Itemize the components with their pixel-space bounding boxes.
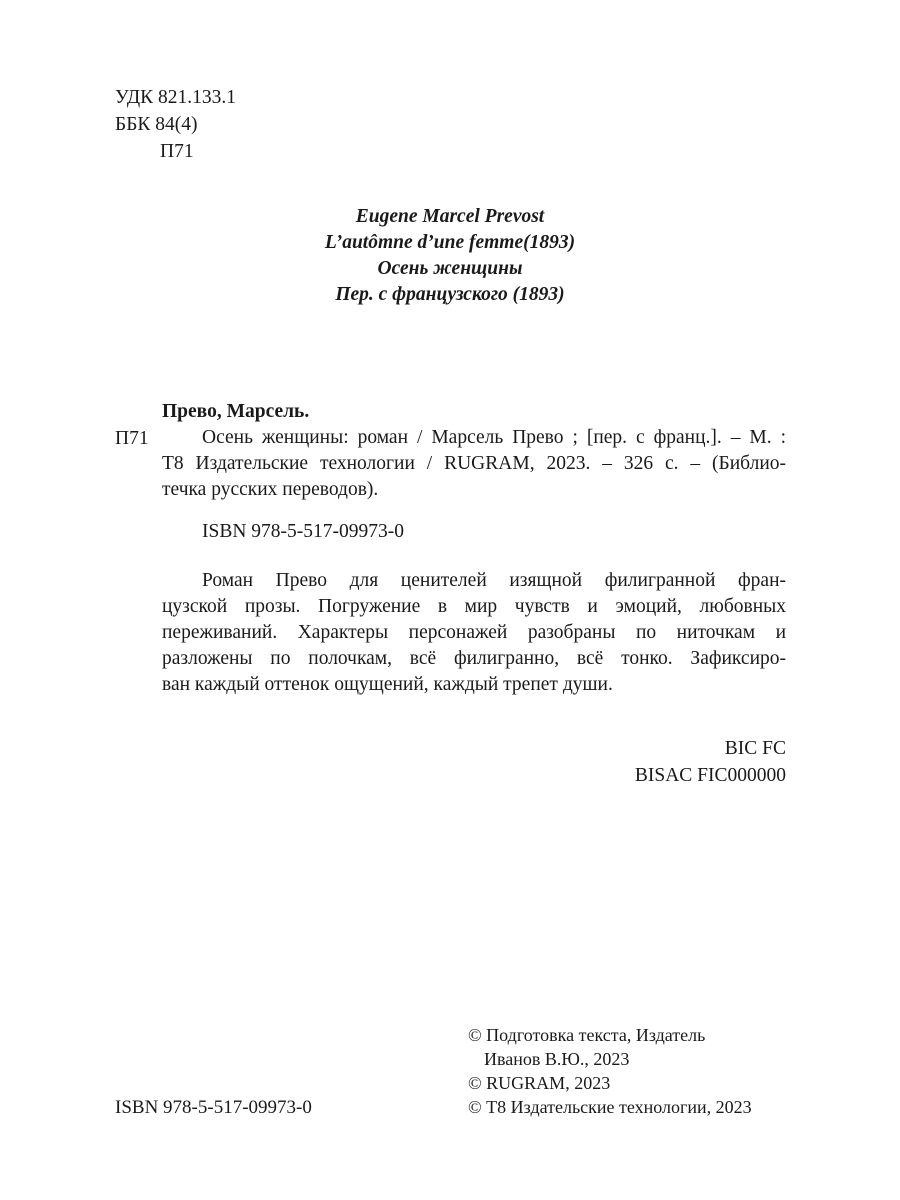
translation-note: Пер. с французского (1893) xyxy=(335,284,565,305)
copyright-preparation: © Подготовка текста, Издатель xyxy=(468,1025,706,1045)
udk-code: УДК 821.133.1 xyxy=(115,87,237,108)
bic-code: BIC FC xyxy=(724,738,786,759)
record-author-mark: П71 xyxy=(115,428,149,449)
copyright-preparation-holder: Иванов В.Ю., 2023 xyxy=(484,1049,630,1069)
record-line: Т8 Издательские технологии / RUGRAM, 2023. – 326 с. – (Библио- xyxy=(162,453,786,474)
bbk-code: ББК 84(4) xyxy=(115,114,198,135)
footer-isbn: ISBN 978-5-517-09973-0 xyxy=(115,1097,312,1118)
annotation-line: цузской прозы. Погружение в мир чувств и эмоций, любовных xyxy=(162,596,786,617)
record-description xyxy=(162,425,786,503)
annotation xyxy=(162,568,786,698)
bisac-code: BISAC FIC000000 xyxy=(634,765,786,786)
annotation-line: переживаний. Характеры персонажей разобраны по ниточкам и xyxy=(162,622,786,643)
original-author: Eugene Marcel Prevost xyxy=(355,206,545,227)
copyright-t8: © Т8 Издательские технологии, 2023 xyxy=(468,1097,752,1117)
record-author: Прево, Марсель. xyxy=(162,401,310,422)
annotation-line: ван каждый оттенок ощущений, каждый трепет души. xyxy=(162,674,613,695)
record-line: Осень женщины: роман / Марсель Прево ; [пер. с франц.]. – М. : xyxy=(202,427,786,448)
annotation-line: разложены по полочкам, всё филигранно, всё тонко. Зафиксиро- xyxy=(162,648,786,669)
original-title: L’autômne d’une femme(1893) xyxy=(324,232,576,253)
author-mark: П71 xyxy=(160,141,194,162)
annotation-line: Роман Прево для ценителей изящной филигранной фран- xyxy=(202,570,786,591)
russian-title: Осень женщины xyxy=(377,258,523,279)
copyright-rugram: © RUGRAM, 2023 xyxy=(468,1073,611,1093)
record-isbn: ISBN 978-5-517-09973-0 xyxy=(202,521,405,542)
record-line: течка русских переводов). xyxy=(162,479,379,500)
